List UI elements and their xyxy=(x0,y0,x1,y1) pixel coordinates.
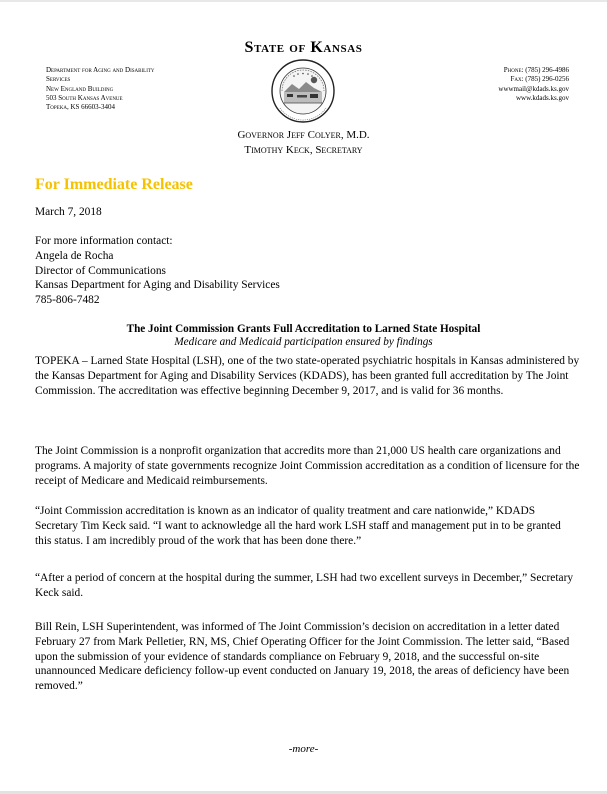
release-label: For Immediate Release xyxy=(35,176,193,193)
state-title: State of Kansas xyxy=(244,39,363,56)
paragraph: The Joint Commission is a nonprofit organization that accredits more than 21,000 US health care organizations and programs. A majority of state governments recognize Joint Commission accreditation as a condition of licensure for the receipt of Medicare and Medicaid reimbursements. xyxy=(35,445,580,487)
phone-number: Phone: (785) 296-4986 xyxy=(503,66,569,74)
more-indicator: -more- xyxy=(288,743,319,755)
contact-line: 785-806-7482 xyxy=(35,294,100,307)
article-heading xyxy=(0,323,607,349)
contact-line: Kansas Department for Aging and Disability Services xyxy=(35,279,280,292)
department-line: Department for Aging and Disability xyxy=(46,66,155,74)
paragraph: TOPEKA – Larned State Hospital (LSH), one of the two state-operated psychiatric hospitals in Kansas administered by the Kansas Department for Aging and Disability Services (KDADS), has been granted full accreditation by The Joint Commission. The accreditation was effective beginning December 9, 2017, and is valid for 36 months. xyxy=(35,355,580,397)
contact-line: Director of Communications xyxy=(35,264,166,277)
fax-number: Fax: (785) 296-0256 xyxy=(510,75,569,84)
secretary-name: Timothy Keck, Secretary xyxy=(244,144,363,156)
kansas-seal-icon xyxy=(270,58,336,124)
media-contact xyxy=(35,234,580,308)
agency-contact-info xyxy=(498,66,569,103)
department-line: New England Building xyxy=(46,84,114,93)
department-line: Topeka, KS 66603-3404 xyxy=(46,103,115,112)
department-line: 503 South Kansas Avenue xyxy=(46,93,123,102)
headline: The Joint Commission Grants Full Accreditation to Larned State Hospital xyxy=(126,323,481,335)
department-line: Services xyxy=(46,75,71,84)
governor-name: Governor Jeff Colyer, M.D. xyxy=(237,129,370,141)
contact-line: For more information contact: xyxy=(35,235,173,247)
officials-block xyxy=(0,128,607,158)
website-address: www.kdads.ks.gov xyxy=(515,93,569,102)
contact-line: Angela de Rocha xyxy=(35,249,114,262)
release-date: March 7, 2018 xyxy=(35,206,102,218)
page-top-edge xyxy=(0,0,607,2)
email-address: wwwmail@kdads.ks.gov xyxy=(498,84,569,93)
department-address xyxy=(46,66,155,112)
paragraph: “After a period of concern at the hospital during the summer, LSH had two excellent surveys in December,” Secretary Keck said. xyxy=(35,572,574,599)
paragraph: Bill Rein, LSH Superintendent, was informed of The Joint Commission’s decision on accreditation in a letter dated February 27 from Mark Pelletier, RN, MS, Chief Operating Officer for the Joint Commission. The letter said, “Based upon the submission of your evidence of standards compliance on February 9, 2018, and the successful on-site unannounced Medicare deficiency follow-up event conducted on January 19, 2018, the areas of deficiency have been removed.” xyxy=(35,621,570,693)
paragraph: “Joint Commission accreditation is known as an indicator of quality treatment and care nationwide,” KDADS Secretary Tim Keck said. “I want to acknowledge all the hard work LSH staff and management put in to be granted this status. I am incredibly proud of the work that has been done there.” xyxy=(35,505,561,547)
subheadline: Medicare and Medicaid participation ensured by findings xyxy=(174,336,433,348)
